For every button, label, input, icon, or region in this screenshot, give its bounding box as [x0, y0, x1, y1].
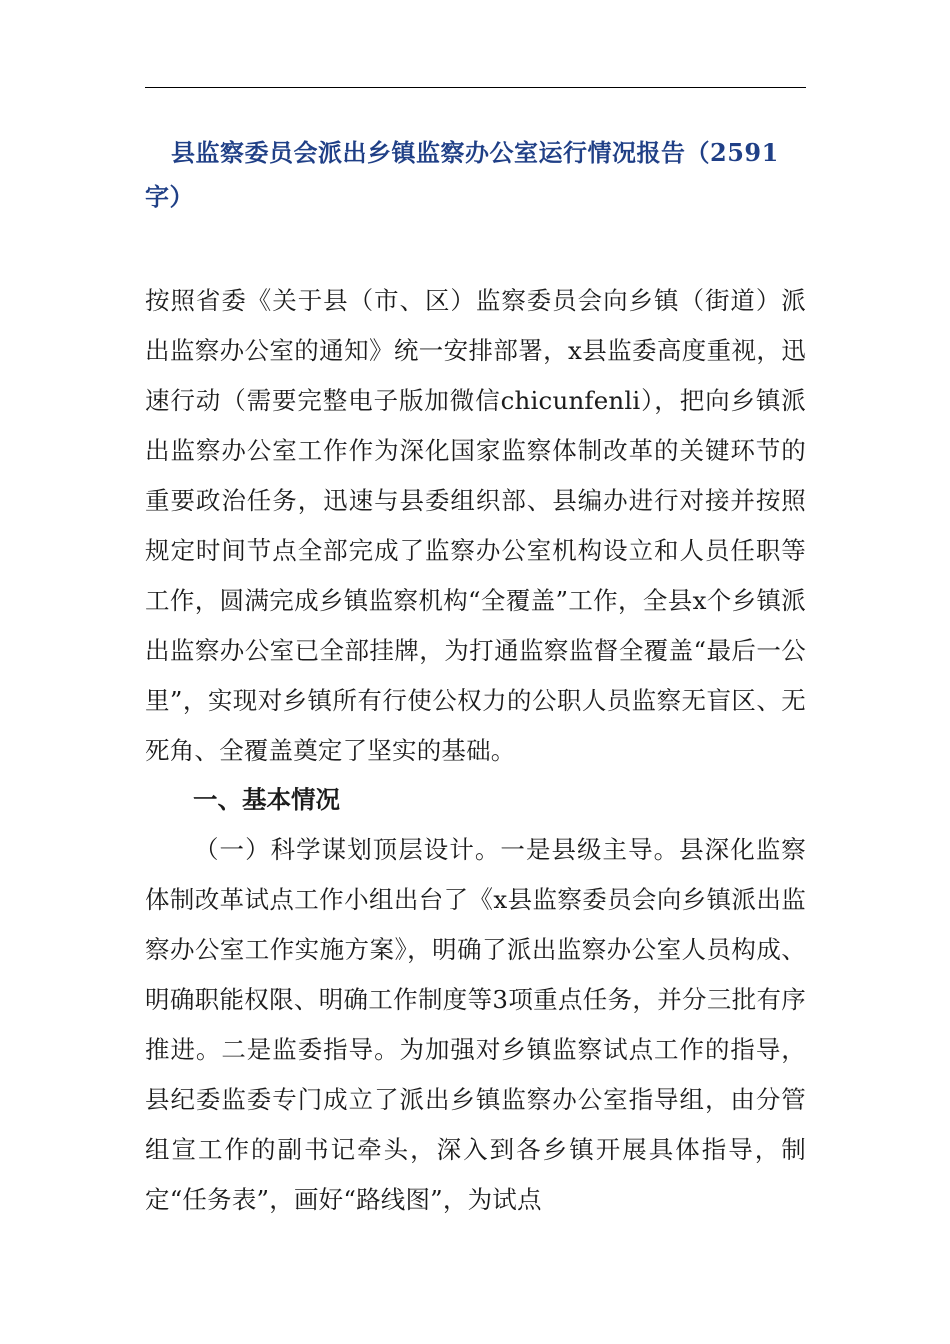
header-rule	[145, 87, 806, 88]
intro-paragraph: 按照省委《关于县（市、区）监察委员会向乡镇（街道）派出监察办公室的通知》统一安排部署，x县监委高度重视，迅速行动（需要完整电子版加微信chicunfenli），把向乡镇派出监察办公室工作作为深化国家监察体制改革的关键环节的重要政治任务，迅速与县委组织部、县编办进行对接并按照规定时间节点全部完成了监察办公室机构设立和人员任职等工作，圆满完成乡镇监察机构“全覆盖”工作，全县x个乡镇派出监察办公室已全部挂牌，为打通监察监督全覆盖“最后一公里”，实现对乡镇所有行使公权力的公职人员监察无盲区、无死角、全覆盖奠定了坚实的基础。	[145, 286, 806, 765]
section-heading: 一、基本情况	[193, 785, 340, 814]
document-title: 县监察委员会派出乡镇监察办公室运行情况报告（2591字）	[145, 138, 779, 211]
section-one-paragraph: （一）科学谋划顶层设计。一是县级主导。县深化监察体制改革试点工作小组出台了《x县监察委员会向乡镇派出监察办公室工作实施方案》，明确了派出监察办公室人员构成、明确职能权限、明确工作制度等3项重点任务，并分三批有序推进。二是监委指导。为加强对乡镇监察试点工作的指导，县纪委监委专门成立了派出乡镇监察办公室指导组，由分管组宣工作的副书记牵头，深入到各乡镇开展具体指导，制定“任务表”，画好“路线图”，为试点	[145, 835, 806, 1214]
